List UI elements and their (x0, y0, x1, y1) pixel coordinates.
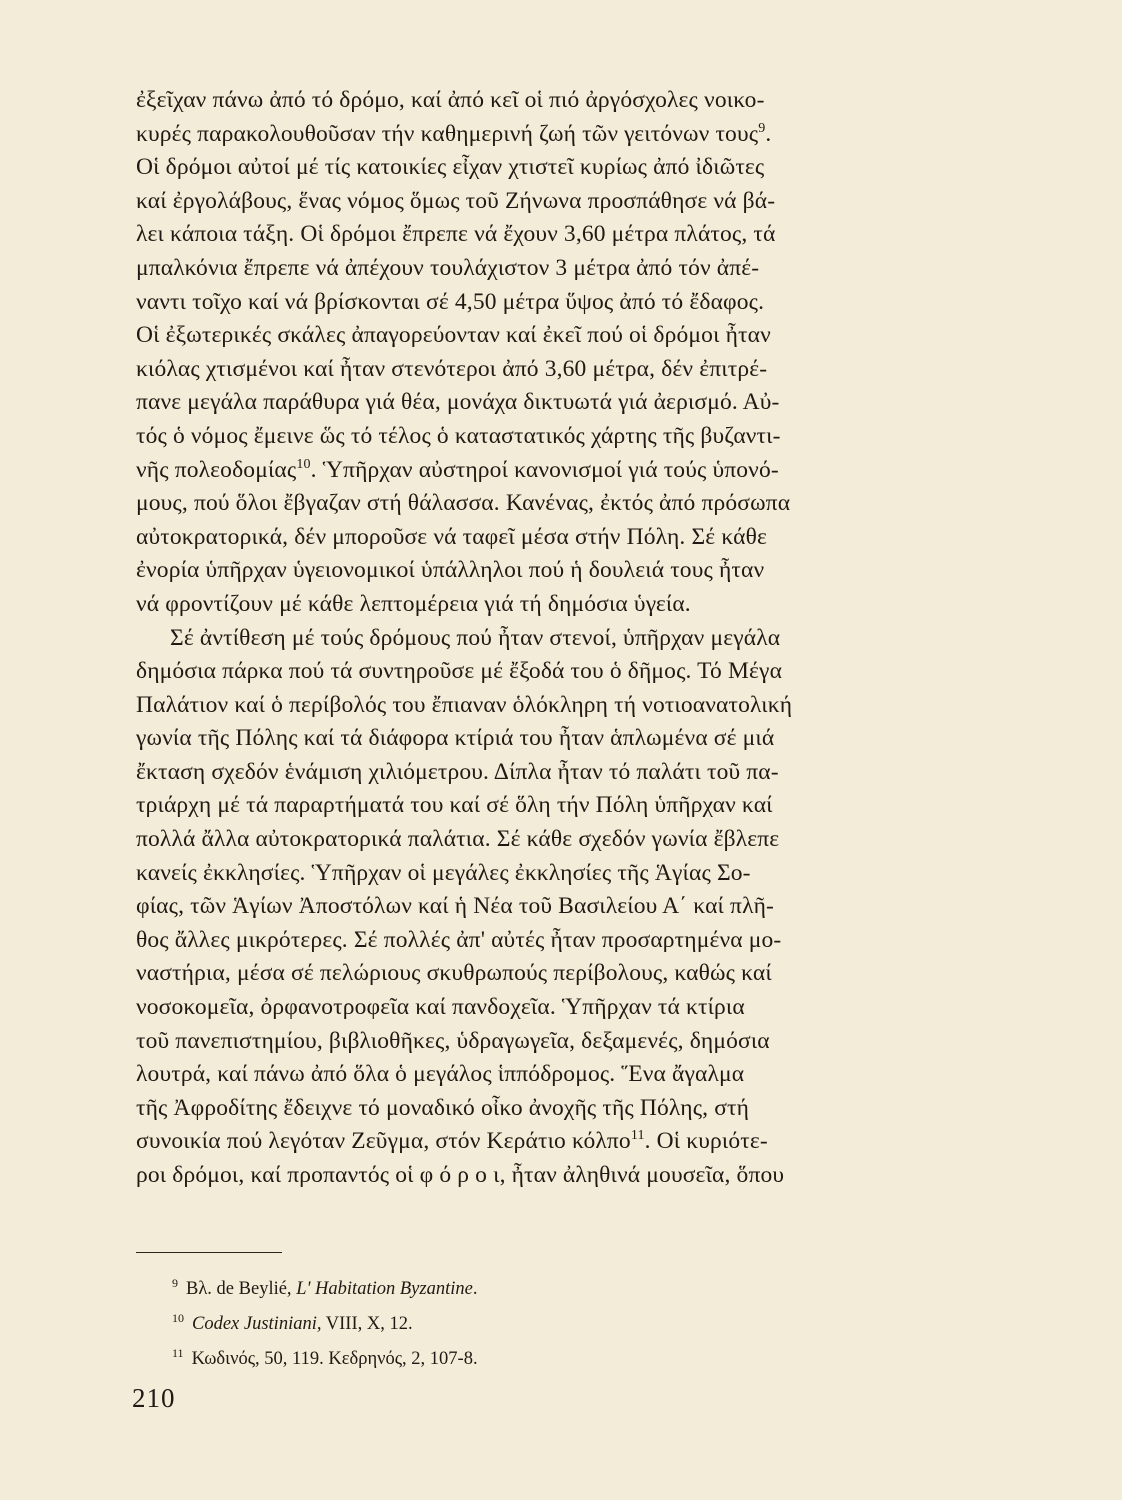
line-text: πολλά ἄλλα αὐτοκρατορικά παλάτια. Σέ κάθε σχεδόν γωνία ἔβλεπε (136, 826, 780, 853)
line-text: κυρές παρακολουθοῦσαν τήν καθημερινή ζωή τῶν γειτόνων τους (136, 120, 759, 147)
line-text: τριάρχη μέ τά παραρτήματά του καί σέ ὅλη τήν Πόλη ὑπῆρχαν καί (136, 792, 773, 819)
text-line (136, 1058, 988, 1092)
text-line (136, 1092, 988, 1126)
text-line (136, 756, 988, 790)
text-line (136, 857, 988, 891)
footnote-reference[interactable]: 11 (630, 1128, 645, 1144)
footnote-text: Codex Justiniani, (192, 1314, 322, 1334)
text-line (136, 420, 988, 454)
text-line (136, 924, 988, 958)
line-text: κανείς ἐκκλησίες. Ὑπῆρχαν οἱ μεγάλες ἐκκλησίες τῆς Ἁγίας Σο- (136, 859, 751, 886)
line-text: πανε μεγάλα παράθυρα γιά θέα, μονάχα δικτυωτά γιά ἀερισμό. Αὐ- (136, 389, 780, 416)
line-text-continued: . Οἱ κυριότε- (644, 1128, 768, 1155)
line-text: κιόλας χτισμένοι καί ἦταν στενότεροι ἀπό 3,60 μέτρα, δέν ἐπιτρέ- (136, 355, 768, 382)
line-text: λει κάποια τάξη. Οἱ δρόμοι ἔπρεπε νά ἔχουν 3,60 μέτρα πλάτος, τά (136, 221, 776, 248)
line-text: ἔκταση σχεδόν ἑνάμιση χιλιόμετρου. Δίπλα ἦταν τό παλάτι τοῦ πα- (136, 758, 779, 785)
text-line (136, 1025, 988, 1059)
text-line (136, 622, 988, 656)
text-line (136, 252, 988, 286)
line-text: συνοικία πού λεγόταν Ζεῦγμα, στόν Κεράτιο κόλπο (136, 1128, 631, 1155)
line-text: ναστήρια, μέσα σέ πελώριους σκυθρωπούς περίβολους, καθώς καί (136, 960, 772, 987)
line-text: μους, πού ὅλοι ἔβγαζαν στή θάλασσα. Κανένας, ἐκτός ἀπό πρόσωπα (136, 490, 791, 517)
line-text: τῆς Ἀφροδίτης ἔδειχνε τό μοναδικό οἶκο ἀνοχῆς τῆς Πόλης, στή (136, 1094, 750, 1121)
body-text (136, 84, 988, 1193)
line-text: ροι δρόμοι, καί προπαντός οἱ φ ό ρ ο ι, ἦταν ἀληθινά μουσεῖα, ὅπου (136, 1162, 785, 1188)
text-line (136, 1159, 988, 1193)
line-text: τός ὁ νόμος ἔμεινε ὥς τό τέλος ὁ καταστατικός χάρτης τῆς βυζαντι- (136, 422, 781, 449)
text-line (136, 84, 988, 118)
text-line (136, 722, 988, 756)
line-text: λουτρά, καί πάνω ἀπό ὅλα ὁ μεγάλος ἱππόδρομος. Ἕνα ἄγαλμα (136, 1061, 745, 1088)
line-text: μπαλκόνια ἔπρεπε νά ἀπέχουν τουλάχιστον 3 μέτρα ἀπό τόν ἀπέ- (136, 254, 760, 281)
line-text: ναντι τοῖχο καί νά βρίσκονται σέ 4,50 μέτρα ὕψος ἀπό τό ἔδαφος. (136, 288, 765, 315)
text-line (136, 353, 988, 387)
footnote-11 (172, 1339, 972, 1374)
text-line (136, 991, 988, 1025)
line-text: δημόσια πάρκα πού τά συντηροῦσε μέ ἔξοδά του ὁ δῆμος. Τό Μέγα (136, 658, 783, 685)
footnotes (172, 1269, 972, 1374)
line-text: Οἱ ἐξωτερικές σκάλες ἀπαγορεύονταν καί ἐκεῖ πού οἱ δρόμοι ἦταν (136, 322, 771, 349)
text-line (136, 890, 988, 924)
text-line (136, 655, 988, 689)
text-line (136, 789, 988, 823)
footnote-number: 9 (172, 1276, 178, 1290)
line-text: νῆς πολεοδομίας (136, 456, 297, 483)
text-line (136, 487, 988, 521)
footnote-text: Κωδινός, 50, 119. Κεδρηνός, 2, 107-8. (191, 1349, 478, 1369)
text-line (136, 554, 988, 588)
footnote-reference[interactable]: 9 (758, 120, 766, 136)
footnote-number: 10 (172, 1311, 184, 1325)
footnote-9 (172, 1269, 972, 1304)
footnote-reference[interactable]: 10 (296, 456, 311, 472)
text-line (136, 521, 988, 555)
text-line (136, 386, 988, 420)
text-line (136, 588, 988, 622)
line-text-continued: . Ὑπῆρχαν αὐστηροί κανονισμοί γιά τούς ὑπονό- (310, 456, 779, 483)
text-line (136, 454, 988, 488)
footnote-separator (136, 1252, 282, 1253)
line-text: ἐξεῖχαν πάνω ἀπό τό δρόμο, καί ἀπό κεῖ οἱ πιό ἀργόσχολες νοικο- (136, 87, 765, 113)
line-text: φίας, τῶν Ἁγίων Ἀποστόλων καί ἡ Νέα τοῦ Βασιλείου Α΄ καί πλῆ- (136, 893, 775, 920)
line-text: θος ἄλλες μικρότερες. Σέ πολλές ἀπ' αὐτές ἦταν προσαρτημένα μο- (136, 926, 782, 953)
line-text: αὐτοκρατορικά, δέν μποροῦσε νά ταφεῖ μέσα στήν Πόλη. Σέ κάθε (136, 523, 768, 550)
footnote-10 (172, 1304, 972, 1339)
page-number: 210 (132, 1383, 176, 1413)
text-line (136, 319, 988, 353)
line-text: νοσοκομεῖα, ὀρφανοτροφεῖα καί πανδοχεῖα. Ὑπῆρχαν τά κτίρια (136, 994, 745, 1021)
footnote-text: L' Habitation Byzantine (296, 1279, 473, 1299)
line-text: Οἱ δρόμοι αὐτοί μέ τίς κατοικίες εἶχαν χτιστεῖ κυρίως ἀπό ἰδιῶτες (136, 154, 765, 181)
footnote-number: 11 (172, 1346, 184, 1360)
text-line (136, 118, 988, 152)
text-line (136, 823, 988, 857)
footnote-text: VIII, X, 12. (321, 1314, 413, 1334)
line-text: ἐνορία ὑπῆρχαν ὑγειονομικοί ὑπάλληλοι πού ἡ δουλειά τους ἦταν (136, 557, 765, 584)
line-text: τοῦ πανεπιστημίου, βιβλιοθῆκες, ὑδραγωγεῖα, δεξαμενές, δημόσια (136, 1027, 770, 1054)
text-line (136, 185, 988, 219)
line-text: καί ἐργολάβους, ἕνας νόμος ὅμως τοῦ Ζήνωνα προσπάθησε νά βά- (136, 187, 776, 214)
footnote-text: Βλ. de Beylié, (186, 1279, 297, 1299)
text-line (136, 286, 988, 320)
line-text-continued: . (765, 120, 772, 147)
footnote-text: . (472, 1279, 478, 1299)
text-line (136, 151, 988, 185)
line-text: γωνία τῆς Πόλης καί τά διάφορα κτίριά του ἦταν ἁπλωμένα σέ μιά (136, 725, 775, 752)
line-text: νά φροντίζουν μέ κάθε λεπτομέρεια γιά τή δημόσια ὑγεία. (136, 590, 691, 617)
text-line (136, 957, 988, 991)
line-text: Σέ ἀντίθεση μέ τούς δρόμους πού ἦταν στενοί, ὑπῆρχαν μεγάλα (170, 624, 781, 651)
text-line (136, 218, 988, 252)
text-line (136, 689, 988, 723)
text-line (136, 1125, 988, 1159)
line-text: Παλάτιον καί ὁ περίβολός του ἔπιαναν ὁλόκληρη τή νοτιοανατολική (136, 691, 793, 718)
